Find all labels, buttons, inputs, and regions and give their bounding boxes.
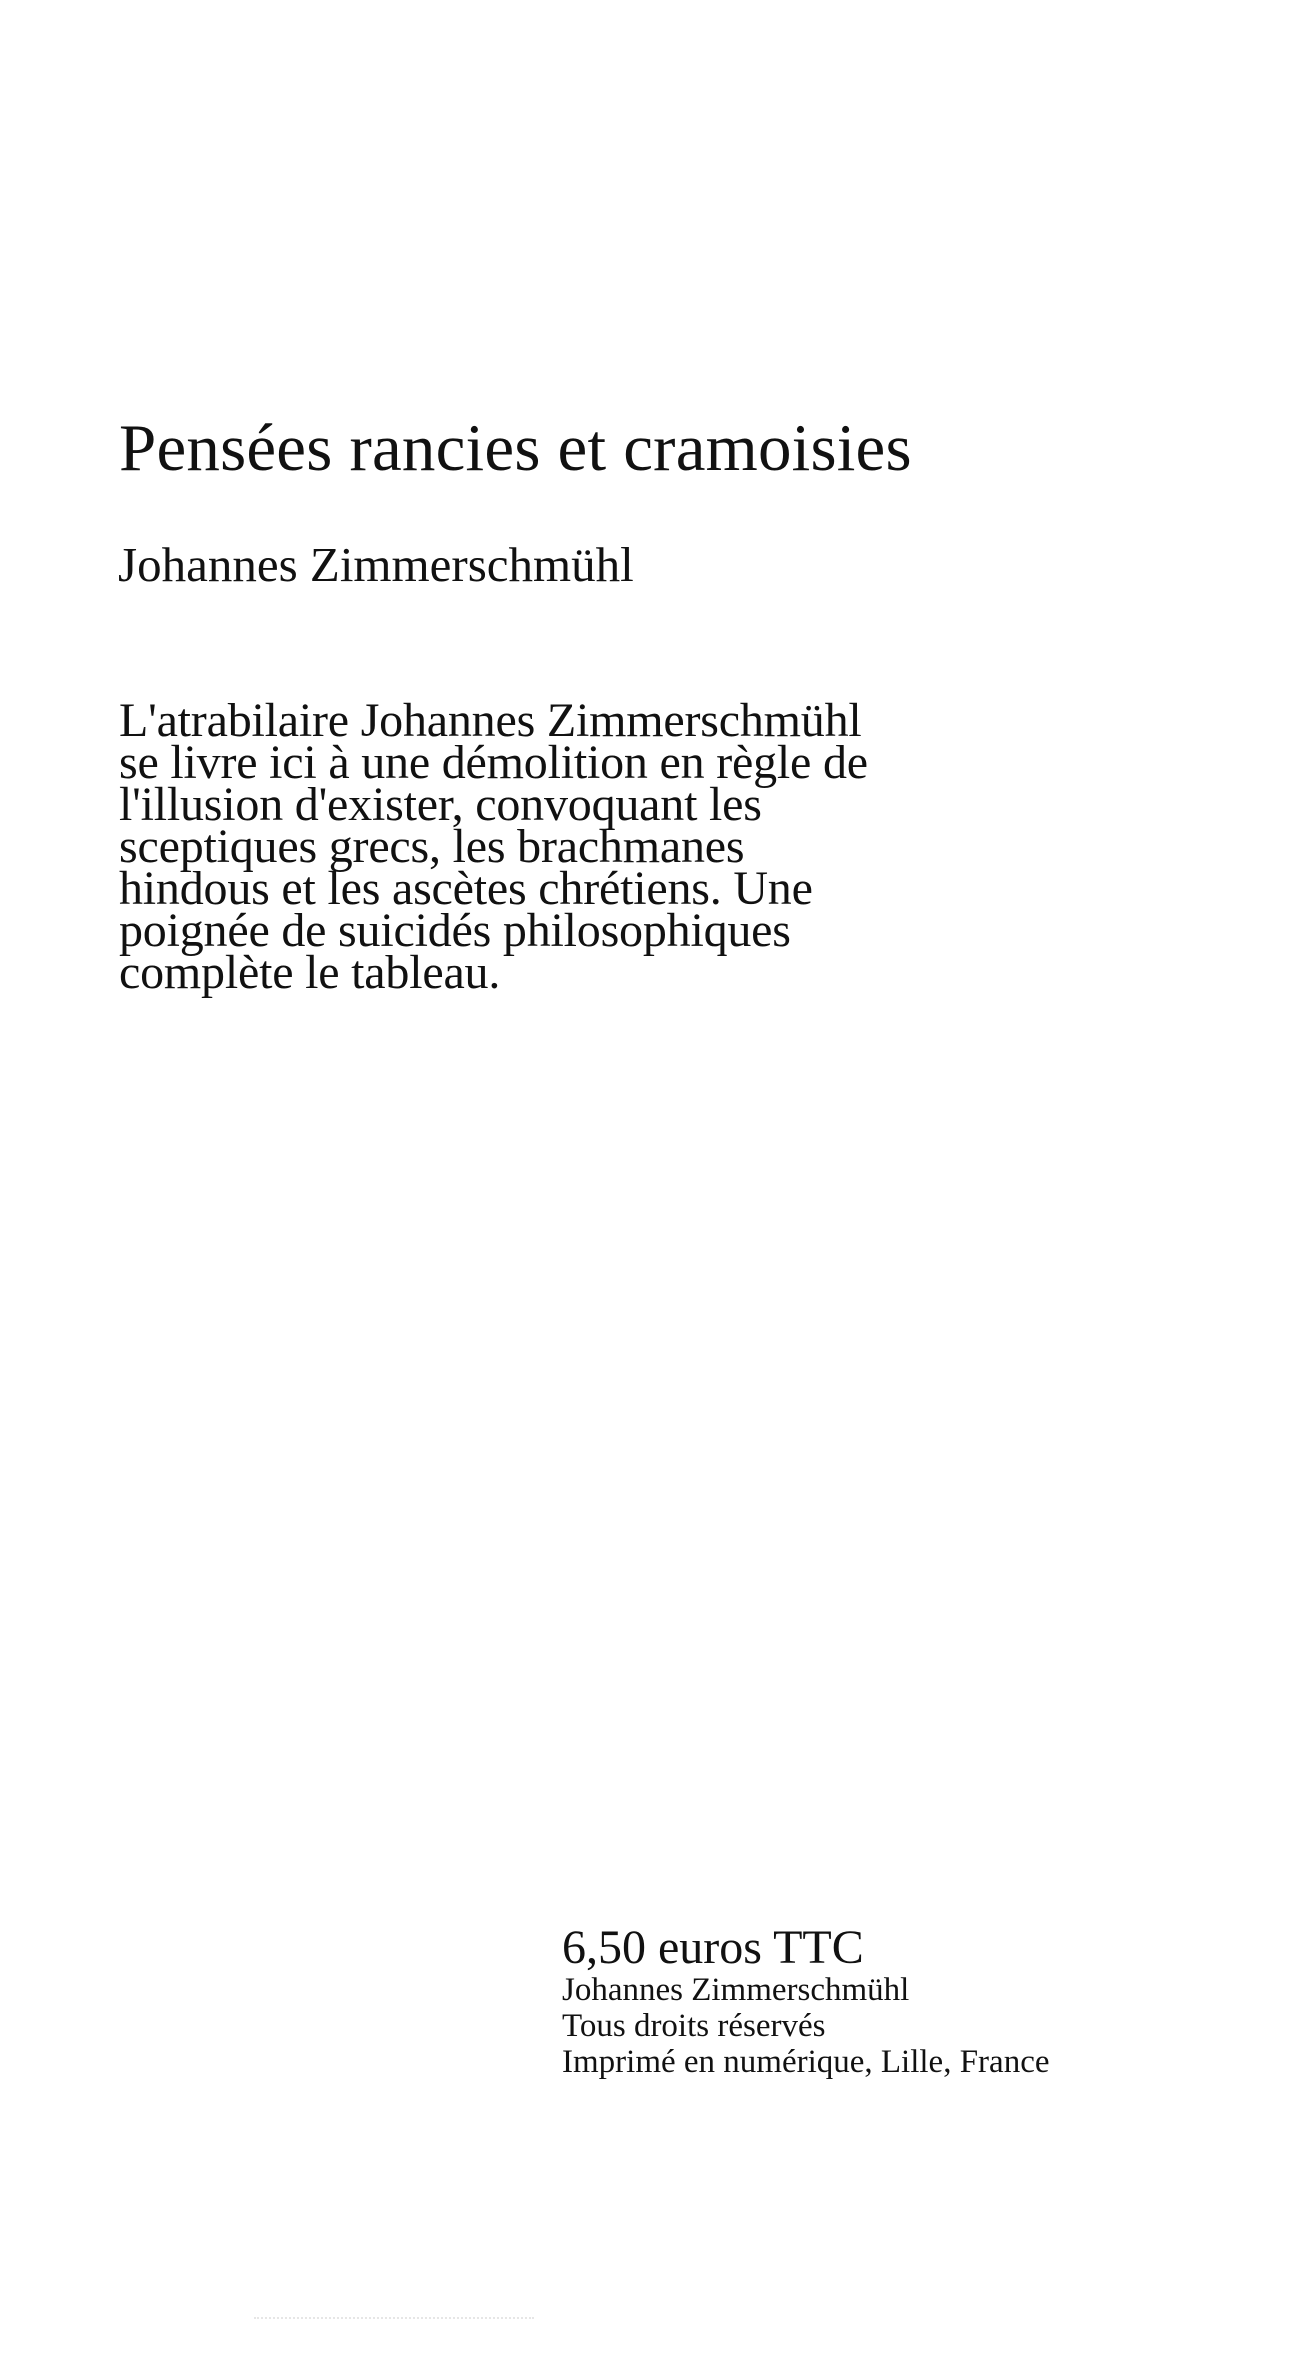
rights-notice: Tous droits réservés bbox=[562, 2008, 826, 2044]
printing-info: Imprimé en numérique, Lille, France bbox=[562, 2044, 1050, 2080]
faint-scan-mark bbox=[254, 2317, 534, 2321]
description-line: sceptiques grecs, les brachmanes bbox=[119, 820, 745, 873]
price: 6,50 euros TTC bbox=[562, 1921, 864, 1974]
book-author: Johannes Zimmerschmühl bbox=[118, 537, 634, 592]
description-line: se livre ici à une démolition en règle de bbox=[119, 736, 868, 789]
description-line: L'atrabilaire Johannes Zimmerschmühl bbox=[119, 694, 862, 747]
book-description bbox=[119, 694, 999, 999]
colophon-author: Johannes Zimmerschmühl bbox=[562, 1972, 910, 2008]
description-line: hindous et les ascètes chrétiens. Une bbox=[119, 862, 813, 915]
description-line: l'illusion d'exister, convoquant les bbox=[119, 778, 762, 831]
book-title: Pensées rancies et cramoisies bbox=[119, 411, 912, 485]
description-line: poignée de suicidés philosophiques bbox=[119, 904, 791, 957]
description-line: complète le tableau. bbox=[119, 946, 501, 999]
colophon bbox=[562, 1921, 1262, 2080]
